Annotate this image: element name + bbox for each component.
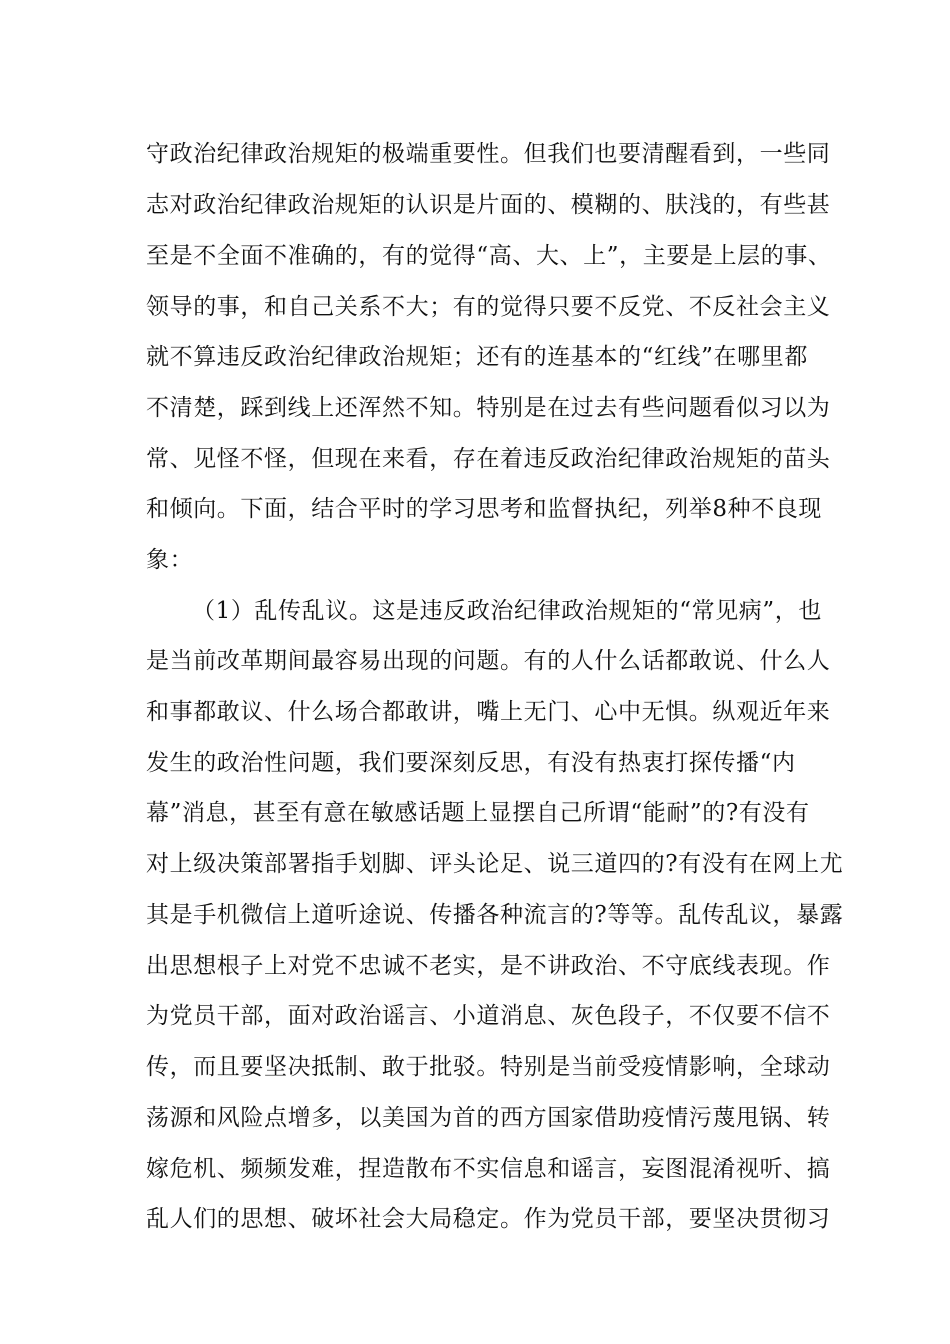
text-line: 是当前改革期间最容易出现的问题。有的人什么话都敢说、什么人 bbox=[146, 648, 831, 674]
text-line: 至是不全面不准确的，有的觉得“高、大、上”，主要是上层的事、 bbox=[146, 243, 832, 269]
text-line: 和倾向。下面，结合平时的学习思考和监督执纪，列举8种不良现 bbox=[146, 496, 823, 522]
text-line: 荡源和风险点增多，以美国为首的西方国家借助疫情污蔑甩锅、转 bbox=[146, 1105, 831, 1131]
text-line: 常、见怪不怪，但现在来看，存在着违反政治纪律政治规矩的苗头 bbox=[146, 446, 831, 472]
text-line: 对上级决策部署指手划脚、评头论足、说三道四的?有没有在网上尤 bbox=[146, 851, 844, 877]
text-line: 就不算违反政治纪律政治规矩；还有的连基本的“红线”在哪里都 bbox=[146, 344, 808, 370]
text-line: 象： bbox=[146, 547, 194, 573]
text-line: 和事都敢议、什么场合都敢讲，嘴上无门、心中无惧。纵观近年来 bbox=[146, 699, 831, 725]
text-line: 幕”消息，甚至有意在敏感话题上显摆自己所谓“能耐”的?有没有 bbox=[146, 800, 810, 826]
text-line: 守政治纪律政治规矩的极端重要性。但我们也要清醒看到，一些同 bbox=[146, 141, 831, 167]
text-line: 为党员干部，面对政治谣言、小道消息、灰色段子，不仅要不信不 bbox=[146, 1003, 831, 1029]
text-line: 传，而且要坚决抵制、敢于批驳。特别是当前受疫情影响，全球动 bbox=[146, 1054, 831, 1080]
text-line: 发生的政治性问题，我们要深刻反思，有没有热衷打探传播“内 bbox=[146, 750, 796, 776]
text-line: 不清楚，踩到线上还浑然不知。特别是在过去有些问题看似习以为 bbox=[146, 395, 831, 421]
text-line: 其是手机微信上道听途说、传播各种流言的?等等。乱传乱议，暴露 bbox=[146, 902, 844, 928]
text-line: 志对政治纪律政治规矩的认识是片面的、模糊的、肤浅的，有些甚 bbox=[146, 192, 831, 218]
text-line: 嫁危机、频频发难，捏造散布不实信息和谣言，妄图混淆视听、搞 bbox=[146, 1156, 831, 1182]
text-line: 乱人们的思想、破坏社会大局稳定。作为党员干部，要坚决贯彻习 bbox=[146, 1206, 831, 1232]
text-line: 领导的事，和自己关系不大；有的觉得只要不反党、不反社会主义 bbox=[146, 294, 831, 320]
paragraph-first-line: （1）乱传乱议。这是违反政治纪律政治规矩的“常见病”，也 bbox=[192, 598, 822, 624]
text-line: 出思想根子上对党不忠诚不老实，是不讲政治、不守底线表现。作 bbox=[146, 953, 831, 979]
